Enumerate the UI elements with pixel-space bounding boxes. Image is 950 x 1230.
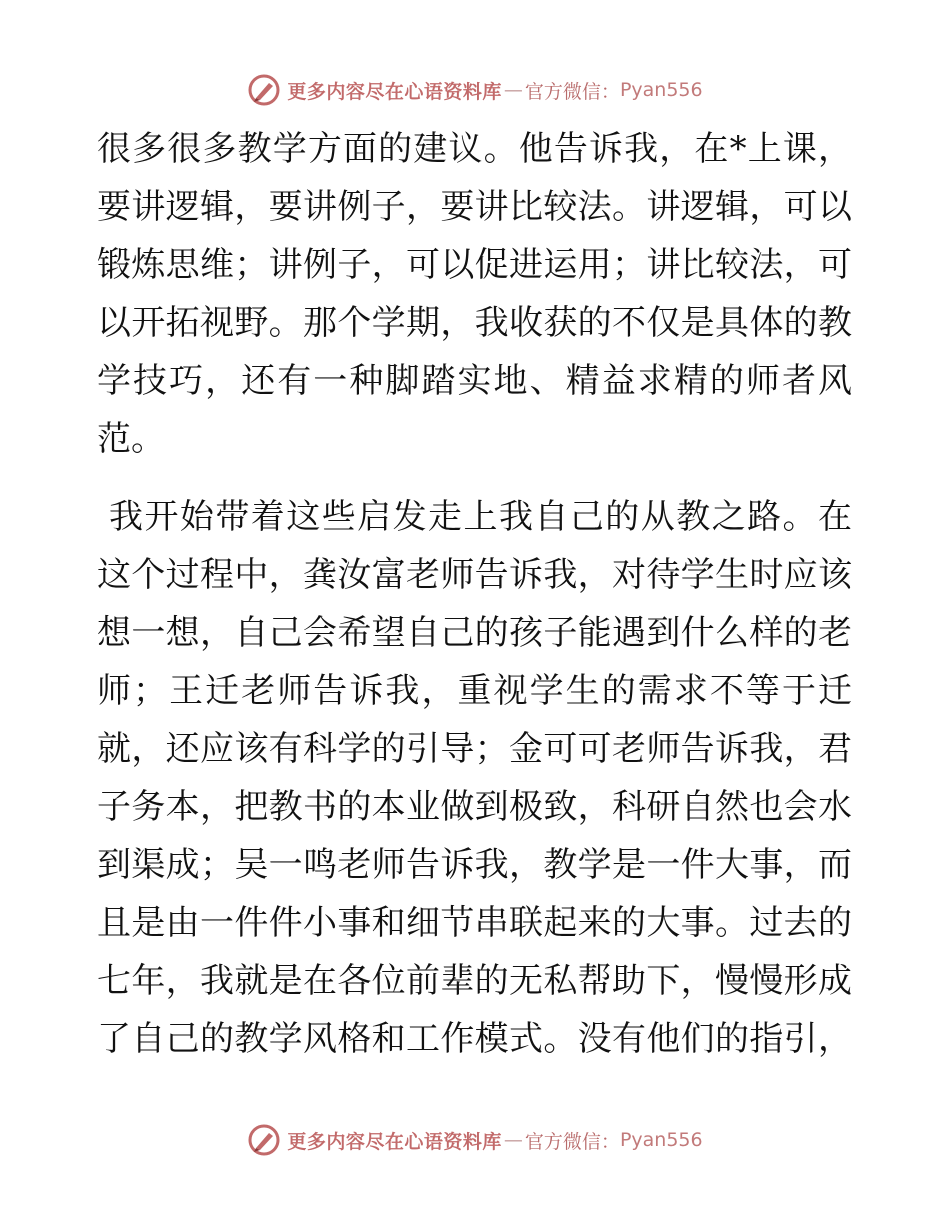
text-line: 七年，我就是在各位前辈的无私帮助下，慢慢形成 [97,961,852,1001]
pen-logo-icon [247,73,281,107]
text-line: 锻炼思维；讲例子，可以促进运用；讲比较法，可 [97,245,852,285]
text-line: 了自己的教学风格和工作模式。没有他们的指引， [97,1019,852,1059]
paragraph-2 [97,488,852,1068]
text-line: 学技巧，还有一种脚踏实地、精益求精的师者风 [97,361,852,401]
watermark-wechat-id: Pyan556 [619,1129,703,1151]
text-line: 我开始带着这些启发走上我自己的从教之路。在 [109,497,852,537]
watermark-label: 官方微信： [524,1130,620,1153]
paragraph-gap [97,468,852,488]
document-body [97,120,852,1068]
text-line: 到渠成；吴一鸣老师告诉我，教学是一件大事，而 [97,845,852,885]
text-line: 范。 [97,419,165,459]
text-line: 以开拓视野。那个学期，我收获的不仅是具体的教 [97,303,852,343]
pen-logo-icon [247,1123,281,1157]
text-line: 这个过程中，龚汝富老师告诉我，对待学生时应该 [97,555,852,595]
watermark-separator: — [503,79,523,101]
text-line: 就，还应该有科学的引导；金可可老师告诉我，君 [97,729,852,769]
text-line: 子务本，把教书的本业做到极致，科研自然也会水 [97,787,852,827]
paragraph-1 [97,120,852,468]
text-line: 师；王迁老师告诉我，重视学生的需求不等于迁 [97,671,852,711]
watermark-site-text: 更多内容尽在心语资料库 [287,80,502,103]
text-line: 要讲逻辑，要讲例子，要讲比较法。讲逻辑，可以 [97,187,852,227]
footer-watermark [0,1120,950,1160]
watermark-wechat-id: Pyan556 [619,79,703,101]
watermark-separator: — [503,1129,523,1151]
text-line: 想一想，自己会希望自己的孩子能遇到什么样的老 [97,613,852,653]
header-watermark [0,70,950,110]
text-line: 很多很多教学方面的建议。他告诉我，在*上课， [97,129,852,169]
watermark-site-text: 更多内容尽在心语资料库 [287,1130,502,1153]
watermark-label: 官方微信： [524,80,620,103]
text-line: 且是由一件件小事和细节串联起来的大事。过去的 [97,903,852,943]
